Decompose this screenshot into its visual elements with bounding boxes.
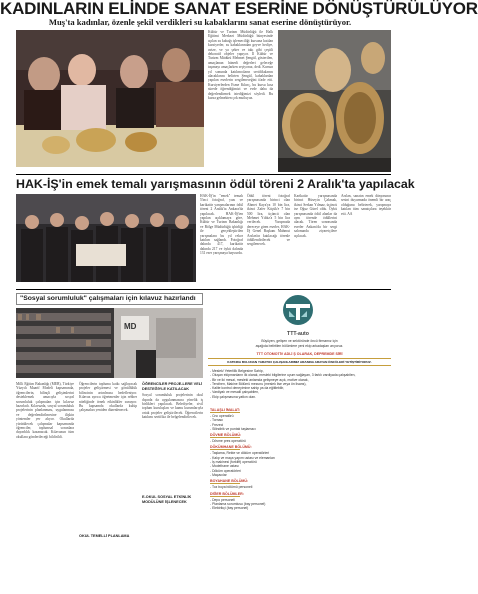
middle-col-2: Ödül töreni fotoğraf yarışmasında birinci olan Ahmet Kaya'ya 10 bin lira, ikinci Zafer Küçük'e 7 bin 500 lira, üçüncü olan Mehmet Yıldız'a 5 bin lira verilecek. Yarışmada dereceye giren eserler, HAK-İŞ Genel Başkanı Mahmut Arslan'ın katılacağı törenle ödüllendirilecek ve sergilenecek. [247,194,290,247]
ad-section-item: - İş makinesi (forklift) operatörü [210,460,257,465]
ad-section-item: - Frezeci [210,422,224,427]
divider-middle [16,289,391,290]
ad-req-item: - Tercihen, Makine Bölümü mezunu (meslek lise veya ön lisans), [210,381,307,386]
ad-req-item: - Bir ve iki mesai, mesleki anlamda gelişmeye açık, motive olarak, [210,377,309,382]
ad-section-item: - Maçacılar [210,472,227,477]
ad-req-item: - Vardiyalı ve mesaili çalışabilen, [210,390,259,395]
bottom-col-3: Sosyal sorumluluk projelerinin okul dışında da uygulanmasına yönelik iş birlikleri yapılacak. Belediyeler, sivil toplum kuruluşları ve kamu kurumlarıyla ortak projeler geliştirilecek. Öğrencilerin katılımı sertifika ile belgelendirilecek. [142,393,203,420]
top-headline: KADINLARIN ELİNDE SANAT ESERİNE DÖNÜŞTÜRÜLÜYOR [0,0,478,18]
ad-section-title: TALAŞLI İMALAT: [210,408,241,412]
bottom-col-1: Milli Eğitim Bakanlığı (MEB), Türkiye Yüzyılı Maarif Modeli kapsamında, öğrencilerin, bilinçli gelişimlerini desteklemek amacıyla sosyal sorumluluk çalışmaları için kılavuz hazırladı. Kılavuzda, sosyal sorumluluk projelerinin planlanması, uygulanması ve değerlendirilmesine ilişkin yöntemler yer alıyor. Okullarda yürütülecek çalışmalar kapsamında öğrenciler, toplumsal sorunlara duyarlılık kazanacak. Kılavuzun tüm okullara gönderileceği bildirildi. [16,382,74,439]
ad-section-item: - Toz boya bölümü personeli [210,485,253,490]
ad-req-item: - Kalite kontrol deneyimine sahip ya da eğitilebilir, [210,386,285,391]
ad-section-item: - Silindirik ve puntalı taşlamacı [210,426,256,431]
award-group-photo-icon [16,194,196,282]
ad-slogan: KATKIDA BULUNAN YARATICI ÇALIŞANLARIMIZ ARASINA ARAYAN ÖNCÜLERİ YETİŞTİRİYORUZ. [227,360,372,364]
middle-col-1: HAK-İŞ'in "emek" temalı 5'inci fotoğraf, yazı ve karikatür yarışmalarının ödül töreni 2 Aralık'ta Ankara'da yapılacak. HAK-İŞ'ten yapılan açıklamaya göre, Kültür ve Turizm Bakanlığı ve Bölge Müdürlüğü işbirliği ile gerçekleştirilen yarışmalara bu yıl rekor katılım sağlandı. Fotoğraf dalında 417, karikatür dalında 217 ve öykü dalında 131 eser yarışmaya başvurdu. [200,194,243,256]
bottom-col-3-wrap [142,382,203,592]
ttt-logo-text: TTT-auto [287,331,309,337]
ad-sections [210,407,390,510]
ad-req-item: - Ekip çalışmasına yatkın olan. [210,394,256,399]
middle-photo-group [16,194,196,282]
bottom-subhead-2: OKUL TEMELLİ PLANLAMA [79,534,130,538]
ad-section-item: - Modelhane ustası [210,464,239,469]
top-subhead: Muş'ta kadınlar, özenle şekil verdikleri su kabaklarını sanat eserine dönüştürüyor. [48,17,352,27]
bottom-banner-box [16,293,203,305]
ad-req-item: - Oluşan ekipmanların ilk olarak, mesleki bilgilerine uyum sağlayan, 3 farklı vardiyada çalışabilen, [210,373,356,378]
library-photo-icon [16,308,203,378]
ad-bar-2 [208,365,391,366]
middle-headline: HAK-İŞ'in emek temalı yarışmasının ödül töreni 2 Aralık'ta yapılacak [16,177,415,191]
bottom-banner: "Sosyal sorumluluk" çalışmaları için kılavuz hazırlandı [20,295,196,302]
ad-req-item: - Meslek/ Yeterlilik Belgesine Sahip, [210,369,264,373]
bottom-col-2-wrap [79,382,137,592]
ad-section-item: - Depo personeli [210,497,235,502]
ad-section-bar [210,496,240,497]
divider-top [16,174,391,175]
ad-company: TTT OTOMOTİV ADLİ Ş OLARAK, DEPREMDE SİRİ [256,352,343,356]
middle-col-3: Karikatür yarışmasında birinci Hüseyin Çakmak, ikinci Serkan Yılmaz, üçüncü ise Oğuz Gürel oldu. Öykü yarışmasında ödül alanlar da aynı törende ödüllerini alacak. Tören sonrasında eserler Ankara'da bir sergi salonunda ziyaretçilere açılacak. [294,194,337,238]
gourd-art-photo-icon [278,30,391,172]
ad-section-item: - Planlama sorumlusu (bay personel) [210,501,266,506]
ad-section-item: - Dövme pres operatörü [210,439,246,444]
job-advert [208,293,391,594]
ad-requirements [210,369,390,399]
top-photo-women [16,30,204,167]
ad-section-bar [210,449,240,450]
bottom-photo-library [16,308,203,378]
ad-tagline-2: aşağıda belirtilen bölümlere yeni ekip arkadaşları arıyoruz. [255,344,344,348]
ad-section-title: DÖKÜMHANE BÖLÜMÜ: [210,445,252,450]
ad-section-title: BOYAHANE BÖLÜMÜ: [210,479,249,484]
ad-bar-1 [208,358,391,359]
women-crafting-photo-icon [16,30,204,167]
photo-sign-label: MD [124,322,137,331]
ad-section-title: DİĞER BÖLÜMLER: [210,491,244,496]
ttt-logo-icon [268,293,328,327]
ad-tagline: Büyüyen, gelişen ve sektöründe öncü firmamız için [261,339,338,343]
ad-section-item: - Kalıp ve maça yapım ustası ve elemanları [210,455,276,460]
bottom-subhead-1: ÖĞRENCİLER PROJE-LERE VELİ DESTEĞİYLE KATILACAK [142,382,203,391]
ad-section-title: DÖVME BÖLÜMÜ: [210,433,242,438]
ad-section-item: - Tornacı [210,418,224,423]
ad-section-item: - Elektrikçi (bay personel) [210,506,249,511]
ad-section-bar [210,412,240,413]
top-photo-gourds [278,30,391,172]
bottom-subhead-3: E-OKUL SOSYAL ETKİNLİK MODÜLÜNE İŞLENECEK [142,495,192,504]
ad-section-item: - Taşlama, Rekte ve döküm operatörleri [210,451,270,456]
ad-section-bar [210,483,240,484]
top-body-text: Kültür ve Turizm Müdürlüğü ile Halk Eğitimi Merkezi Müdürlüğü bünyesinde açılan su kabağı işlemeciliği kursuna katılan kursiyerler, su kabaklarından geyve hediye, avize, ve ya şeker ve takı gibi çeşitli dekoratif objeler yapıyor. İl Kültür ve Turizm Müdürü Mehmet Şengül, gösterilen, amaçlanan hünerli değerleri geleceğe taşımayı amaçlarken seçiyoruz, dedi. Kursun yıl sonunda katılımcıların sertifikalarını alacaklarını belirten Şengül, kabaklardan yapılan eserlerin sergileneceğini ifade etti. Kursiyerlerden Esme Kılınç, bu kursu kısa sürede öğrendiğimizi ve evde daha da değerlendirmek istediğimizi söyledi. Bu kursa gelmekten çok mutluyuz. [208,30,273,101]
ad-section-item: - Döküm operatörleri [210,468,241,473]
ad-section-bar [210,437,240,438]
bottom-col-2: Öğrencilerin topluma katkı sağlayacak projeler geliştirmesi ve gönüllülük bilincinin artırılması hedefleniyor. Kılavuz ayrıca öğretmenler için rehber niteliğinde örnek etkinlikler sunuyor. Bu kapsamda okullarda kulüp çalışmaları yeniden düzenlenecek. [79,382,137,413]
ad-section-item: - Cnc operatörü [210,414,234,418]
middle-col-4: Arslan, sanatın emek dünyasının sesini duyurmada önemli bir araç olduğunu belirterek, yarışmaya katılan tüm sanatçılara teşekkür etti. AA [341,194,391,216]
ttt-logo [268,293,328,335]
